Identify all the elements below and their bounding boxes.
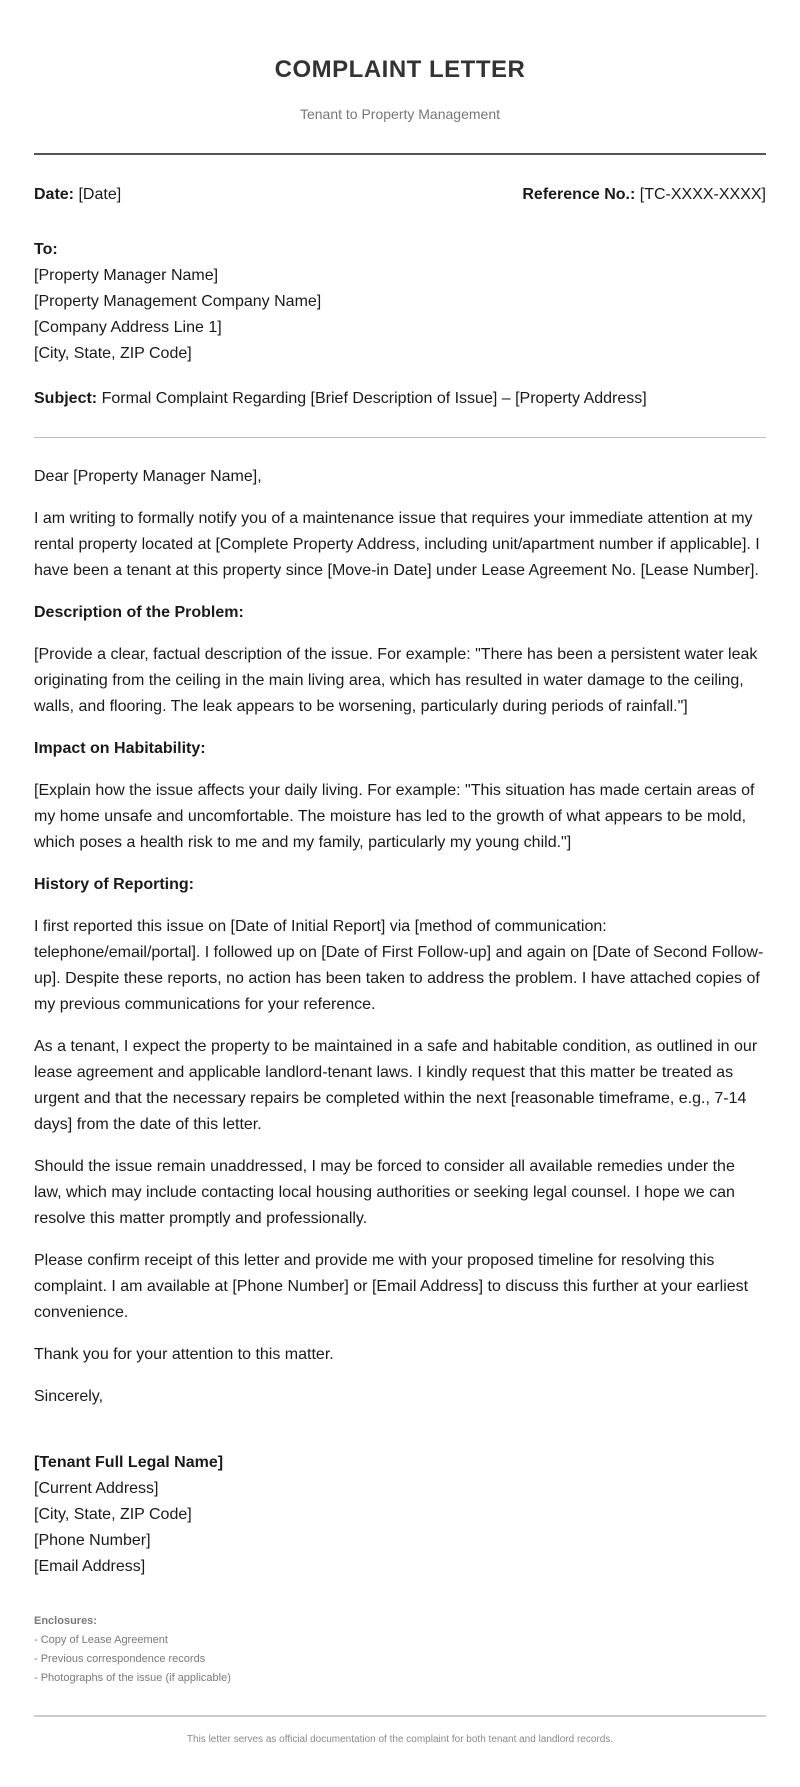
meta-row (34, 185, 766, 205)
subject-label: Subject: (34, 390, 98, 407)
history-paragraph: I first reported this issue on [Date of Initial Report] via [method of communication: telephone/email/portal]. I followed up on [Date of First Follow-up] and again on [Date of Second Follow-up]. Despite these reports, no action has been taken to address the problem. I have attached copies of my previous communications for your reference. (34, 918, 764, 1013)
closing: Sincerely, (34, 1388, 104, 1405)
confirm-paragraph: Please confirm receipt of this letter and provide me with your proposed timeline for resolving this complaint. I am available at [Phone Number] or [Email Address] to discuss this further at your earliest convenience. (34, 1252, 749, 1321)
letter-page (34, 0, 766, 1747)
subject-divider (34, 437, 766, 438)
impact-heading: Impact on Habitability: (34, 740, 206, 757)
signature-line: [Current Address] (34, 1480, 159, 1497)
recipient-label: To: (34, 241, 58, 258)
remedies-paragraph: Should the issue remain unaddressed, I may be forced to consider all available remedies under the law, which may include contacting local housing authorities or seeking legal counsel. I hope we can resolve this matter promptly and professionally. (34, 1158, 735, 1227)
intro-paragraph: I am writing to formally notify you of a maintenance issue that requires your immediate attention at my rental property located at [Complete Property Address, including unit/apartment number if applicable]. I have been a tenant at this property since [Move-in Date] under Lease Agreement No. [Lease Number]. (34, 510, 760, 579)
recipient-line: [Company Address Line 1] (34, 319, 222, 336)
recipient-block (34, 237, 766, 367)
document-title: COMPLAINT LETTER (274, 56, 526, 83)
recipient-line: [City, State, ZIP Code] (34, 345, 192, 362)
signature-block (34, 1450, 766, 1580)
subject-line (34, 389, 766, 409)
reference-field (522, 185, 766, 205)
letter-body (34, 464, 766, 1410)
salutation: Dear [Property Manager Name], (34, 468, 262, 485)
enclosures-block (34, 1612, 766, 1688)
date-label: Date: (34, 186, 75, 203)
signature-line: [City, State, ZIP Code] (34, 1506, 192, 1523)
enclosure-item: - Photographs of the issue (if applicable) (34, 1672, 231, 1684)
subject-text: Formal Complaint Regarding [Brief Description of Issue] – [Property Address] (101, 390, 647, 407)
problem-heading: Description of the Problem: (34, 604, 244, 621)
signature-line: [Phone Number] (34, 1532, 151, 1549)
expectation-paragraph: As a tenant, I expect the property to be maintained in a safe and habitable condition, as outlined in our lease agreement and applicable landlord-tenant laws. I kindly request that this matter be treated as urgent and that the necessary repairs be completed within the next [reasonable timeframe, e.g., 7-14 days] from the date of this letter. (34, 1038, 758, 1133)
reference-label: Reference No.: (522, 186, 636, 203)
signature-line: [Email Address] (34, 1558, 146, 1575)
document-subtitle: Tenant to Property Management (299, 106, 500, 122)
footer-note: This letter serves as official documentation of the complaint for both tenant and landlord records. (186, 1734, 614, 1745)
header-divider (34, 153, 766, 155)
date-value: [Date] (78, 186, 122, 203)
date-field (34, 185, 121, 205)
signer-name: [Tenant Full Legal Name] (34, 1454, 224, 1471)
enclosures-label: Enclosures: (34, 1615, 97, 1627)
impact-paragraph: [Explain how the issue affects your daily living. For example: "This situation has made certain areas of my home unsafe and uncomfortable. The moisture has led to the growth of what appears to be mold, which poses a health risk to me and my family, particularly my young child."] (34, 782, 755, 851)
history-heading: History of Reporting: (34, 876, 194, 893)
enclosure-item: - Copy of Lease Agreement (34, 1634, 168, 1646)
recipient-line: [Property Management Company Name] (34, 293, 322, 310)
recipient-line: [Property Manager Name] (34, 267, 219, 284)
problem-paragraph: [Provide a clear, factual description of the issue. For example: "There has been a persistent water leak originating from the ceiling in the main living area, which has resulted in water damage to the ceiling, walls, and flooring. The leak appears to be worsening, particularly during periods of rainfall."] (34, 646, 758, 715)
reference-value: [TC-XXXX-XXXX] (639, 186, 766, 203)
enclosure-item: - Previous correspondence records (34, 1653, 206, 1665)
thanks-paragraph: Thank you for your attention to this matter. (34, 1346, 334, 1363)
footer-divider (34, 1715, 766, 1717)
